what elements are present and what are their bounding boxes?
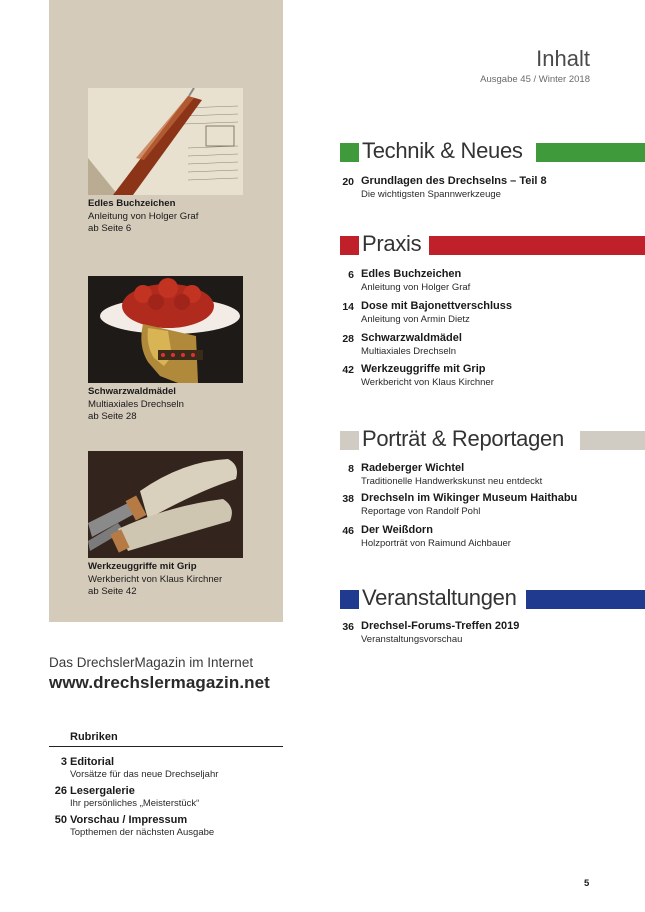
internet-label: Das DrechslerMagazin im Internet [49,655,254,670]
item-subtitle: Topthemen der nächsten Ausgabe [70,827,215,838]
entry-title: Dose mit Bajonettverschluss [361,300,512,312]
page-number: 36 [342,621,354,633]
feature-title: Schwarzwaldmädel [88,386,176,397]
page-number: 3 [60,756,67,768]
entry-title: Radeberger Wichtel [361,462,465,474]
page-number: 28 [342,333,354,345]
section-title: Praxis [362,231,425,257]
page-number: 8 [348,463,354,475]
feature-subtitle: Werkbericht von Klaus Kirchner [88,573,223,585]
section-header-veranstaltungen [340,587,645,609]
entry-subtitle: Die wichtigsten Spannwerkzeuge [361,189,501,200]
page-number: 42 [342,364,354,376]
feature-title: Werkzeuggriffe mit Grip [88,561,197,572]
section-header-technik [340,140,645,162]
feature-sidebar [49,0,283,622]
section-color-bar [429,236,645,255]
section-title: Technik & Neues [362,138,527,164]
entry-title: Edles Buchzeichen [361,268,462,280]
feature-subtitle: Anleitung von Holger Graf [88,210,199,222]
entry-subtitle: Multiaxiales Drechseln [361,346,457,357]
entry-subtitle: Werkbericht von Klaus Kirchner [361,377,494,388]
page-number: 50 [54,814,67,826]
entry-subtitle: Traditionelle Handwerkskunst neu entdeckt [361,476,543,487]
section-color-block [340,590,359,609]
entry-title: Schwarzwaldmädel [361,332,462,344]
issue-info: Ausgabe 45 / Winter 2018 [480,74,590,85]
feature-card-schwarzwaldmaedel[interactable] [88,276,243,424]
feature-title: Edles Buchzeichen [88,198,176,209]
entry-title: Werkzeuggriffe mit Grip [361,363,486,375]
page-footer-number: 5 [584,878,590,889]
page-title: Inhalt [536,46,590,71]
item-subtitle: Vorsätze für das neue Drechseljahr [70,769,219,780]
item-title: Lesergalerie [70,785,135,797]
feature-card-buchzeichen[interactable] [88,88,243,236]
section-title: Porträt & Reportagen [362,426,568,452]
page-number: 46 [342,525,354,537]
page-number: 20 [342,176,354,188]
rubriken-heading [49,731,283,747]
entry-subtitle: Veranstaltungsvorschau [361,634,463,645]
tool-handles-photo[interactable] [88,451,243,558]
feature-card-werkzeuggriffe[interactable] [88,451,243,599]
entry-subtitle: Anleitung von Armin Dietz [361,314,470,325]
entry-subtitle: Anleitung von Holger Graf [361,282,471,293]
website-link[interactable]: www.drechslermagazin.net [49,673,270,692]
feature-subtitle: Multiaxiales Drechseln [88,398,184,410]
item-title: Vorschau / Impressum [70,814,188,826]
item-subtitle: Ihr persönliches „Meisterstück“ [70,798,200,809]
page-number: 14 [342,301,354,313]
section-color-block [340,236,359,255]
bookmark-photo[interactable] [88,88,243,195]
feature-page: ab Seite 42 [88,586,137,597]
section-color-bar [580,431,645,450]
page-number: 6 [348,269,354,281]
item-title: Editorial [70,756,115,768]
section-header-portraet [340,428,645,450]
section-color-block [340,431,359,450]
entry-title: Drechseln im Wikinger Museum Haithabu [361,492,578,504]
page-number: 26 [54,785,67,797]
entry-subtitle: Holzporträt von Raimund Aichbauer [361,538,511,549]
entry-title: Drechsel-Forums-Treffen 2019 [361,620,520,632]
section-color-bar [526,590,645,609]
entry-title: Der Weißdorn [361,524,433,536]
entry-subtitle: Reportage von Randolf Pohl [361,506,481,517]
section-color-bar [536,143,645,162]
entry-title: Grundlagen des Drechselns – Teil 8 [361,175,547,187]
feature-page: ab Seite 6 [88,223,132,234]
section-color-block [340,143,359,162]
black-forest-girl-photo[interactable] [88,276,243,383]
page-number: 38 [342,493,354,505]
section-title: Veranstaltungen [362,585,521,611]
rubriken-heading-label: Rubriken [70,731,118,743]
feature-page: ab Seite 28 [88,411,137,422]
section-header-praxis [340,233,645,255]
